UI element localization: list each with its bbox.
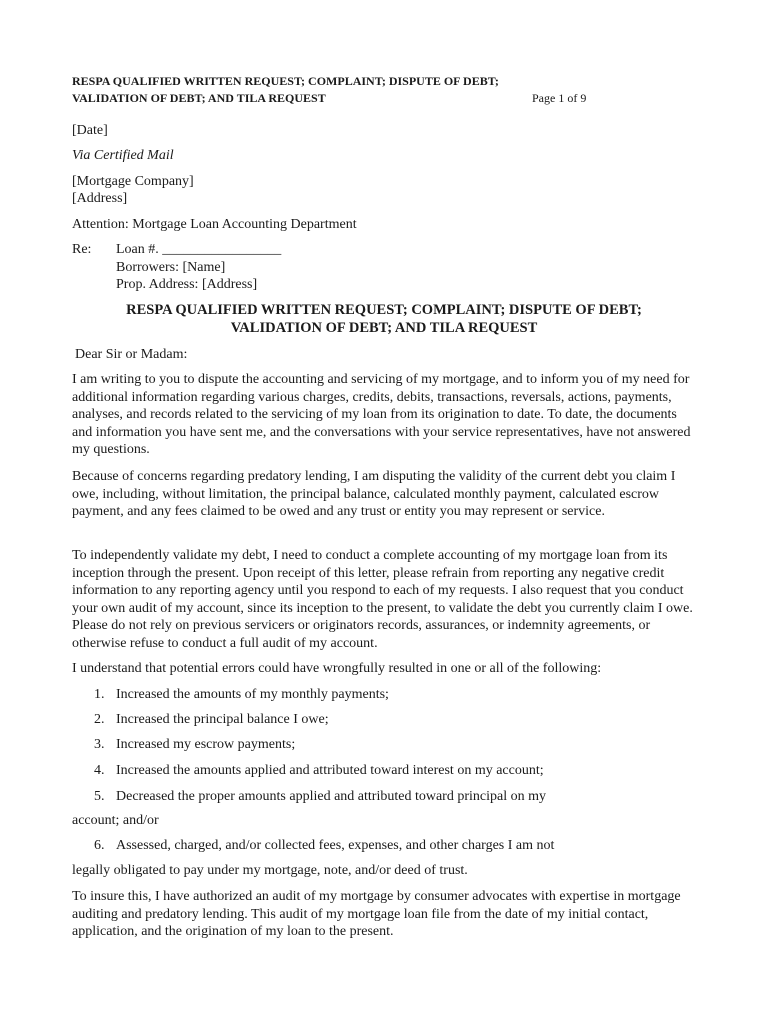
list-item: Decreased the proper amounts applied and attributed toward principal on my — [116, 789, 546, 804]
list-item-continuation: account; and/or — [72, 813, 159, 828]
re-label: Re: — [72, 242, 92, 257]
paragraph-validity: Because of concerns regarding predatory lending, I am disputing the validity of the current debt you claim I owe, including, without limitation, the principal balance, calculated monthly payment, calculated escrow payment, and any fees claimed to be owed and any trust or entity you may represent or service. — [72, 469, 676, 519]
borrowers-line: Borrowers: [Name] — [116, 260, 226, 275]
paragraph-audit: To insure this, I have authorized an audit of my mortgage by consumer advocates with expertise in mortgage auditing and predatory lending. This audit of my mortgage loan file from the date of my initial contact, application, and the origination of my loan to the present. — [72, 889, 681, 939]
list-item: Increased the amounts applied and attributed toward interest on my account; — [116, 763, 544, 778]
document-header-line-2: VALIDATION OF DEBT; AND TILA REQUEST — [72, 91, 326, 105]
letter-title-line-1: RESPA QUALIFIED WRITTEN REQUEST; COMPLAINT; DISPUTE OF DEBT; — [126, 302, 642, 318]
list-item-number: 2. — [94, 712, 105, 727]
page-number: Page 1 of 9 — [532, 91, 587, 105]
property-address-line: Prop. Address: [Address] — [116, 277, 258, 292]
delivery-method: Via Certified Mail — [72, 148, 174, 163]
list-item-continuation: legally obligated to pay under my mortgage, note, and/or deed of trust. — [72, 863, 468, 878]
attention-line: Attention: Mortgage Loan Accounting Department — [72, 217, 357, 232]
salutation: Dear Sir or Madam: — [75, 347, 188, 362]
list-item: Increased my escrow payments; — [116, 737, 296, 752]
letter-title-line-2: VALIDATION OF DEBT; AND TILA REQUEST — [230, 320, 538, 336]
list-item-number: 1. — [94, 687, 105, 702]
paragraph-errors-intro: I understand that potential errors could have wrongfully resulted in one or all of the following: — [72, 661, 602, 676]
recipient-company: [Mortgage Company] — [72, 174, 194, 189]
list-item: Increased the amounts of my monthly payments; — [116, 687, 389, 702]
list-item-number: 5. — [94, 789, 105, 804]
list-item-number: 4. — [94, 763, 105, 778]
recipient-address: [Address] — [72, 191, 128, 206]
paragraph-validate-debt: To independently validate my debt, I need to conduct a complete accounting of my mortgage loan from its inception through the present. Upon receipt of this letter, please refrain from reporting any negative credit information to any reporting agency until you respond to each of my requests. I also request that you conduct your own audit of my account, since its inception to the present, to validate the debt you currently claim I owe. Please do not rely on previous servicers or originators records, assurances, or indemnity agreements, or otherwise refuse to conduct a full audit of my account. — [72, 548, 693, 651]
list-item-number: 6. — [94, 838, 105, 853]
list-item: Assessed, charged, and/or collected fees, expenses, and other charges I am not — [116, 838, 555, 853]
loan-number: Loan #. _________________ — [116, 242, 282, 257]
list-item-number: 3. — [94, 737, 105, 752]
paragraph-dispute: I am writing to you to dispute the accounting and servicing of my mortgage, and to inform you of my need for additional information regarding various charges, credits, debits, transactions, reversals, actions, payments, analyses, and records related to the servicing of my loan from its origination to date. To date, the documents and information you have sent me, and the conversations with your service representatives, have not answered my questions. — [72, 372, 691, 457]
date-placeholder: [Date] — [72, 123, 108, 138]
document-header-line-1: RESPA QUALIFIED WRITTEN REQUEST; COMPLAINT; DISPUTE OF DEBT; — [72, 74, 499, 88]
list-item: Increased the principal balance I owe; — [116, 712, 329, 727]
